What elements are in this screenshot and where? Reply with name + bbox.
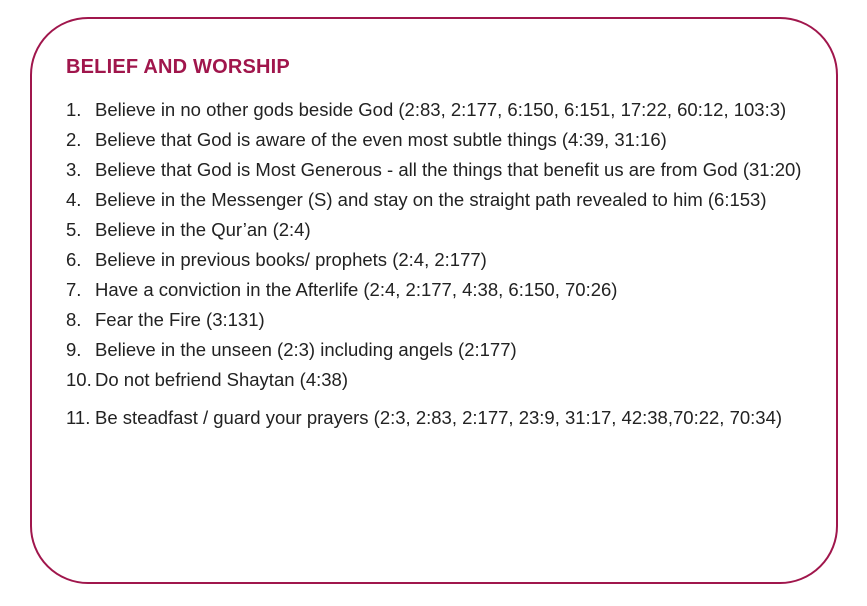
content-card xyxy=(30,17,838,584)
item-number: 4. xyxy=(66,189,82,210)
item-text: Believe that God is aware of the even most subtle things (4:39, 31:16) xyxy=(95,129,667,150)
list-item xyxy=(66,215,816,244)
item-number: 11. xyxy=(66,407,91,428)
item-text: Be steadfast / guard your prayers (2:3, 2:83, 2:177, 23:9, 31:17, 42:38,70:22, 70:34) xyxy=(95,407,783,428)
list-item xyxy=(66,95,816,124)
item-text: Fear the Fire (3:131) xyxy=(95,309,265,330)
list-item xyxy=(66,403,816,432)
item-text: Believe in the Messenger (S) and stay on the straight path revealed to him (6:153) xyxy=(95,189,767,210)
section-title: BELIEF AND WORSHIP xyxy=(66,56,290,78)
item-number: 10. xyxy=(66,369,92,390)
item-text: Believe that God is Most Generous - all the things that benefit us are from God (31:20) xyxy=(95,159,802,180)
item-text: Believe in no other gods beside God (2:83, 2:177, 6:150, 6:151, 17:22, 60:12, 103:3) xyxy=(95,99,787,120)
list-item xyxy=(66,335,816,364)
list-item xyxy=(66,245,816,274)
item-text: Do not befriend Shaytan (4:38) xyxy=(95,369,348,390)
item-text: Believe in the unseen (2:3) including angels (2:177) xyxy=(95,339,517,360)
belief-list xyxy=(66,95,816,433)
list-item xyxy=(66,155,816,184)
item-number: 6. xyxy=(66,249,82,270)
item-number: 7. xyxy=(66,279,82,300)
item-number: 8. xyxy=(66,309,82,330)
list-item xyxy=(66,275,816,304)
item-text: Have a conviction in the Afterlife (2:4, 2:177, 4:38, 6:150, 70:26) xyxy=(95,279,618,300)
list-item xyxy=(66,125,816,154)
list-item xyxy=(66,185,816,214)
list-item xyxy=(66,365,816,394)
item-number: 5. xyxy=(66,219,82,240)
item-number: 2. xyxy=(66,129,82,150)
item-text: Believe in previous books/ prophets (2:4, 2:177) xyxy=(95,249,487,270)
item-number: 1. xyxy=(66,99,82,120)
item-number: 3. xyxy=(66,159,82,180)
item-number: 9. xyxy=(66,339,82,360)
item-text: Believe in the Qur’an (2:4) xyxy=(95,219,311,240)
list-item xyxy=(66,305,816,334)
